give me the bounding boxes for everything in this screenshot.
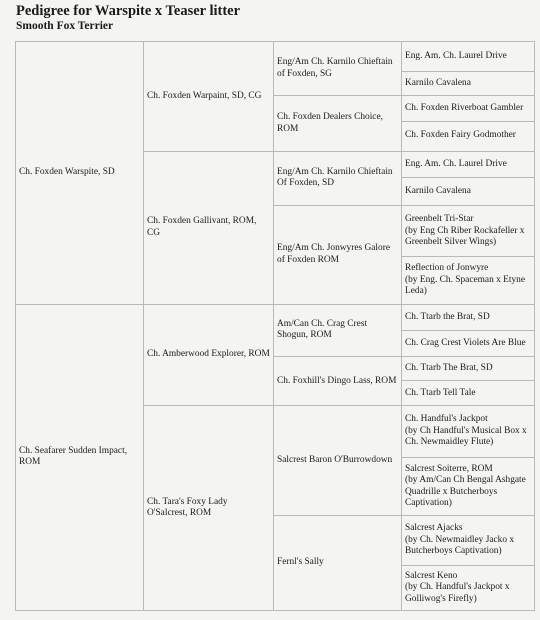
dddd-name: Salcrest Keno: [405, 570, 458, 581]
sdds-parents: (by Eng Ch Riber Rockafeller x Greenbelt Silver Wings): [405, 225, 525, 248]
sire-cell: Ch. Foxden Warspite, SD: [16, 42, 144, 305]
ddds-cell: [402, 516, 535, 565]
ssdd-cell: Ch. Foxden Fairy Godmother: [402, 121, 535, 151]
ddsd-name: Salcrest Soiterre, ROM: [405, 463, 493, 474]
dsd-cell: Ch. Foxhill's Dingo Lass, ROM: [274, 357, 402, 406]
ddss-parents: (by Ch Handful's Musical Box x Ch. Newmaidley Flute): [405, 425, 527, 448]
dsdd-cell: Ch. Ttarb Tell Tale: [402, 381, 535, 406]
dssd-cell: Ch. Crag Crest Violets Are Blue: [402, 330, 535, 356]
ssds-cell: Ch. Foxden Riverboat Gambler: [402, 96, 535, 121]
ddd-cell: Fernl's Sally: [274, 516, 402, 611]
ddsd-parents: (by Am/Can Ch Bengal Ashgate Quadrille x Butcherboys Captivation): [405, 475, 526, 509]
sddd-parents: (by Eng. Ch. Spaceman x Etyne Leda): [405, 274, 526, 297]
ddss-cell: [402, 406, 535, 457]
sdd-cell: Eng/Am Ch. Jonwyres Galore of Foxden ROM: [274, 206, 402, 305]
sdsd-cell: Karnilo Cavalena: [402, 177, 535, 205]
ssss-cell: Eng. Am. Ch. Laurel Drive: [402, 42, 535, 72]
dsss-cell: Ch. Ttarb the Brat, SD: [402, 304, 535, 330]
sds-cell: Eng/Am Ch. Karnilo Chieftain Of Foxden, SD: [274, 151, 402, 205]
pedigree-table: [15, 41, 535, 611]
sss-cell: Eng/Am Ch. Karnilo Chieftain of Foxden, SG: [274, 42, 402, 96]
sdss-cell: Eng. Am. Ch. Laurel Drive: [402, 151, 535, 177]
dss-cell: Am/Can Ch. Crag Crest Shogun, ROM: [274, 304, 402, 356]
page-title: Pedigree for Warspite x Teaser litter: [16, 3, 241, 19]
dddd-cell: [402, 565, 535, 610]
dddd-parents: (by Ch. Handful's Jackpot x Golliwog's Firefly): [405, 582, 510, 604]
ssd-cell: Ch. Foxden Dealers Choice, ROM: [274, 96, 402, 151]
dds-cell: Salcrest Baron O'Burrowdown: [274, 406, 402, 516]
sdds-name: Greenbelt Tri-Star: [405, 214, 474, 225]
dam-sire-cell: Ch. Amberwood Explorer, ROM: [144, 304, 274, 406]
sire-dam-cell: Ch. Foxden Gallivant, ROM, CG: [144, 151, 274, 304]
ddds-parents: (by Ch. Newmaidley Jacko x Butcherboys Captivation): [405, 534, 515, 557]
dam-cell: Ch. Seafarer Sudden Impact, ROM: [16, 304, 144, 610]
sddd-name: Reflection of Jonwyre: [405, 263, 489, 274]
ddss-name: Ch. Handful's Jackpot: [405, 414, 488, 425]
ddds-name: Salcrest Ajacks: [405, 523, 463, 534]
sire-sire-cell: Ch. Foxden Warpaint, SD, CG: [144, 42, 274, 152]
sddd-cell: [402, 257, 535, 304]
dam-dam-cell: Ch. Tara's Foxy Lady O'Salcrest, ROM: [144, 406, 274, 611]
sdds-cell: [402, 206, 535, 257]
page-subtitle: Smooth Fox Terrier: [16, 20, 114, 32]
ddsd-cell: [402, 457, 535, 515]
dsds-cell: Ch. Ttarb The Brat, SD: [402, 357, 535, 381]
sssd-cell: Karnilo Cavalena: [402, 72, 535, 96]
